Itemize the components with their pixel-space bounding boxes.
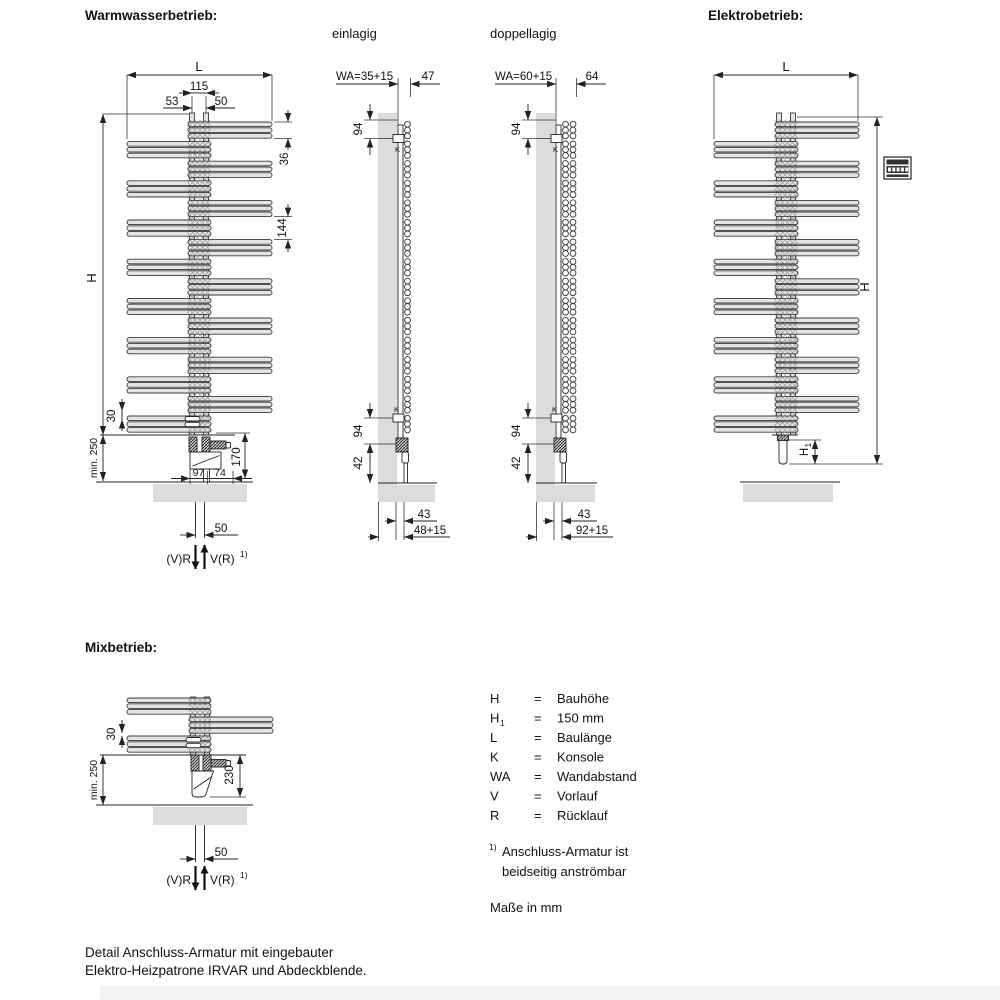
dim-min250 [88, 435, 103, 481]
dim-label-92-15: 92+15 [575, 525, 609, 537]
dim-wa [495, 71, 577, 125]
units-note: Maße in mm [490, 900, 563, 915]
section-title-elektro: Elektrobetrieb: [708, 8, 804, 23]
dim-43 [543, 509, 597, 521]
dim-label-wa: WA=35+15 [336, 71, 394, 83]
legend-eq: = [534, 749, 542, 765]
dim-label-42: 42 [353, 456, 365, 470]
dim-label-53: 53 [165, 96, 179, 108]
floor [740, 482, 840, 502]
control-box-icon [884, 157, 911, 179]
dim-label-42: 42 [511, 456, 523, 470]
dim-label-30: 30 [106, 409, 118, 423]
dim-label-97: 97 [192, 467, 205, 479]
dim-50-bottom [180, 523, 238, 535]
dim-47 [411, 71, 441, 84]
connection-pipes [196, 825, 205, 862]
dim-label-115: 115 [189, 81, 209, 93]
dim-144 [274, 204, 292, 252]
dim-30 [106, 720, 122, 748]
legend-sym: L [490, 730, 498, 745]
dim-64 [577, 71, 607, 84]
bracket-label-top: K [395, 145, 401, 154]
dim-42 [511, 444, 528, 483]
dim-label-min250: min. 250 [88, 759, 100, 801]
dim-label-L: L [782, 59, 790, 74]
flow-label-left: (V)R [166, 873, 191, 887]
bottom-fitting [554, 438, 567, 483]
radiator-side [398, 121, 410, 438]
footnote-ref: 1) [240, 549, 248, 559]
dim-36 [274, 110, 292, 165]
elektro-section [708, 8, 911, 502]
dop-circle-stack [563, 121, 576, 432]
dim-43 [385, 509, 437, 521]
dim-label-H1: H [799, 447, 811, 457]
flow-arrows [166, 545, 247, 569]
dim-50 [180, 847, 238, 859]
legend-sym: V [490, 788, 499, 804]
legend-sym: H [490, 691, 500, 706]
dim-label-230: 230 [224, 765, 236, 785]
section-title-mix: Mixbetrieb: [85, 640, 158, 655]
dim-97-74 [171, 467, 252, 484]
legend-val: Konsole [557, 749, 604, 765]
legend-sym: R [490, 808, 500, 823]
dim-wa [336, 71, 411, 125]
dim-label-94-top: 94 [511, 122, 523, 136]
dim-label-170: 170 [231, 447, 243, 467]
dim-label-43: 43 [417, 509, 431, 521]
floor [96, 805, 253, 825]
legend-val: 150 mm [557, 710, 604, 726]
flow-arrows [166, 866, 247, 890]
dim-label-64: 64 [585, 71, 599, 83]
legend-sym-sub: 1 [500, 718, 505, 728]
footnote-ref: 1) [240, 870, 248, 880]
section-title-warmwasser: Warmwasserbetrieb: [85, 8, 218, 23]
ein-circle-stack [405, 121, 411, 432]
flow-label-left: (V)R [166, 552, 191, 566]
legend-sym: WA [490, 769, 511, 784]
flow-label-right: V(R) [210, 552, 235, 566]
legend-val: Bauhöhe [557, 691, 610, 706]
dim-42 [353, 444, 370, 483]
dim-H1 [789, 440, 821, 464]
dim-label-50: 50 [214, 847, 228, 859]
dim-label-43: 43 [577, 509, 591, 521]
legend-sym: K [490, 749, 499, 765]
collector-hatch [188, 120, 211, 434]
dim-label-94-top: 94 [353, 122, 365, 136]
footnote [489, 842, 629, 879]
dim-30 [106, 399, 122, 431]
dim-min250 [88, 755, 103, 805]
bottom-fitting [396, 438, 409, 483]
dim-label-H: H [857, 282, 872, 292]
legend-eq: = [534, 808, 542, 823]
legend-eq: = [534, 769, 542, 784]
connection-pipes [196, 502, 205, 538]
legend [490, 691, 637, 823]
dim-label-30: 30 [106, 727, 118, 741]
dim-50 [206, 96, 235, 108]
dim-53 [163, 96, 192, 108]
dim-label-50: 50 [214, 96, 228, 108]
dim-label-H: H [84, 273, 99, 283]
dim-label-47: 47 [421, 71, 435, 83]
floor [96, 482, 253, 502]
dim-48-15 [368, 525, 450, 537]
legend-val: Rücklauf [557, 808, 608, 823]
dim-label-74: 74 [214, 467, 226, 479]
legend-val: Baulänge [557, 730, 612, 745]
radiator-front [714, 113, 859, 435]
below-floor-refs [537, 502, 563, 541]
footnote-line2: beidseitig anströmbar [502, 864, 627, 879]
caption-line1: Detail Anschluss-Armatur mit eingebauter [85, 945, 334, 960]
mix-section [85, 640, 273, 890]
dim-label-H1-sub: 1 [803, 442, 813, 448]
flow-label-right: V(R) [210, 873, 235, 887]
caption [85, 945, 367, 978]
legend-eq: = [534, 788, 542, 804]
bracket-label-bottom: K [552, 405, 558, 414]
einlagig-section [332, 26, 450, 541]
dim-label-144: 144 [277, 218, 289, 238]
bracket-label-bottom: K [394, 405, 400, 414]
dim-label-94-bottom: 94 [511, 424, 523, 438]
electric-heating-rod [778, 435, 789, 464]
section-title-einlagig: einlagig [332, 26, 377, 41]
below-floor-refs [379, 502, 405, 541]
legend-val: Vorlauf [557, 788, 598, 804]
bracket-label-top: K [553, 145, 559, 154]
warmwasser-section [84, 8, 292, 569]
doppellagig-section [490, 26, 613, 541]
legend-val: Wandabstand [557, 769, 637, 784]
legend-eq: = [534, 710, 542, 726]
radiator-front [100, 113, 272, 435]
radiator-side [556, 121, 576, 438]
dim-label-94-bottom: 94 [353, 424, 365, 438]
dim-label-L: L [195, 59, 203, 74]
section-title-doppellagig: doppellagig [490, 26, 557, 41]
dim-label-min250: min. 250 [88, 437, 100, 479]
legend-eq: = [534, 730, 542, 745]
footnote-ref: 1) [489, 842, 497, 852]
radiator-front-fragment [100, 697, 273, 755]
dim-label-48-15: 48+15 [413, 525, 447, 537]
collector-hatch [775, 120, 798, 434]
footnote-line1: Anschluss-Armatur ist [502, 844, 629, 859]
dim-label-wa: WA=60+15 [495, 71, 553, 83]
legend-sym: H [490, 710, 500, 726]
page-bottom-strip [100, 986, 1000, 1000]
caption-line2: Elektro-Heizpatrone IRVAR und Abdeckblende. [85, 963, 367, 978]
dim-label-36: 36 [279, 152, 291, 166]
dim-92-15 [526, 525, 613, 537]
legend-eq: = [534, 691, 542, 706]
dim-label-50-bottom: 50 [214, 523, 228, 535]
